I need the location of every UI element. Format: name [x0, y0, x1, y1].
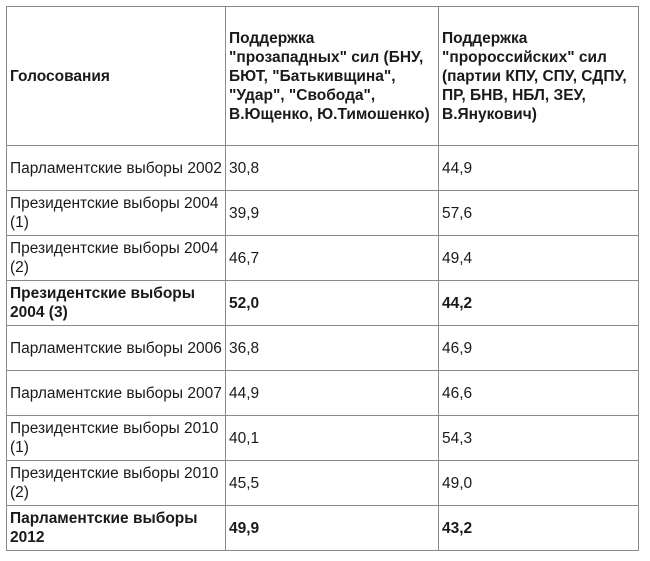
- cell-pro-russian: 46,6: [439, 371, 639, 416]
- election-results-table: [6, 6, 639, 551]
- cell-election: Парламентские выборы 2012: [7, 506, 226, 551]
- cell-pro-western: 30,8: [226, 146, 439, 191]
- cell-pro-western: 36,8: [226, 326, 439, 371]
- cell-pro-western: 46,7: [226, 236, 439, 281]
- cell-pro-russian: 49,0: [439, 461, 639, 506]
- cell-pro-western: 40,1: [226, 416, 439, 461]
- table-body: [7, 146, 639, 551]
- cell-pro-russian: 44,2: [439, 281, 639, 326]
- cell-pro-western: 44,9: [226, 371, 439, 416]
- cell-election: Президентские выборы 2004 (3): [7, 281, 226, 326]
- table-row: [7, 416, 639, 461]
- cell-pro-russian: 49,4: [439, 236, 639, 281]
- table-row: [7, 326, 639, 371]
- cell-election: Парламентские выборы 2006: [7, 326, 226, 371]
- cell-pro-russian: 46,9: [439, 326, 639, 371]
- table-row: [7, 146, 639, 191]
- cell-pro-western: 49,9: [226, 506, 439, 551]
- table-row: [7, 506, 639, 551]
- cell-pro-russian: 44,9: [439, 146, 639, 191]
- cell-election: Парламентские выборы 2002: [7, 146, 226, 191]
- table-row: [7, 191, 639, 236]
- cell-pro-western: 52,0: [226, 281, 439, 326]
- cell-pro-western: 45,5: [226, 461, 439, 506]
- header-row: [7, 7, 639, 146]
- table-row: [7, 281, 639, 326]
- cell-pro-russian: 54,3: [439, 416, 639, 461]
- table-row: [7, 371, 639, 416]
- header-pro-russian: Поддержка "пророссийских" сил (партии КПУ, СПУ, СДПУ, ПР, БНВ, НБЛ, ЗЕУ, В.Янукович): [439, 7, 639, 146]
- cell-election: Парламентские выборы 2007: [7, 371, 226, 416]
- cell-election: Президентские выборы 2004 (2): [7, 236, 226, 281]
- cell-pro-russian: 57,6: [439, 191, 639, 236]
- header-pro-western: Поддержка "прозападных" сил (БНУ, БЮТ, "Батькивщина", "Удар", "Свобода", В.Ющенко, Ю.Тимошенко): [226, 7, 439, 146]
- cell-pro-western: 39,9: [226, 191, 439, 236]
- table-row: [7, 236, 639, 281]
- cell-election: Президентские выборы 2010 (1): [7, 416, 226, 461]
- cell-election: Президентские выборы 2004 (1): [7, 191, 226, 236]
- cell-pro-russian: 43,2: [439, 506, 639, 551]
- cell-election: Президентские выборы 2010 (2): [7, 461, 226, 506]
- table-row: [7, 461, 639, 506]
- header-elections: Голосования: [7, 7, 226, 146]
